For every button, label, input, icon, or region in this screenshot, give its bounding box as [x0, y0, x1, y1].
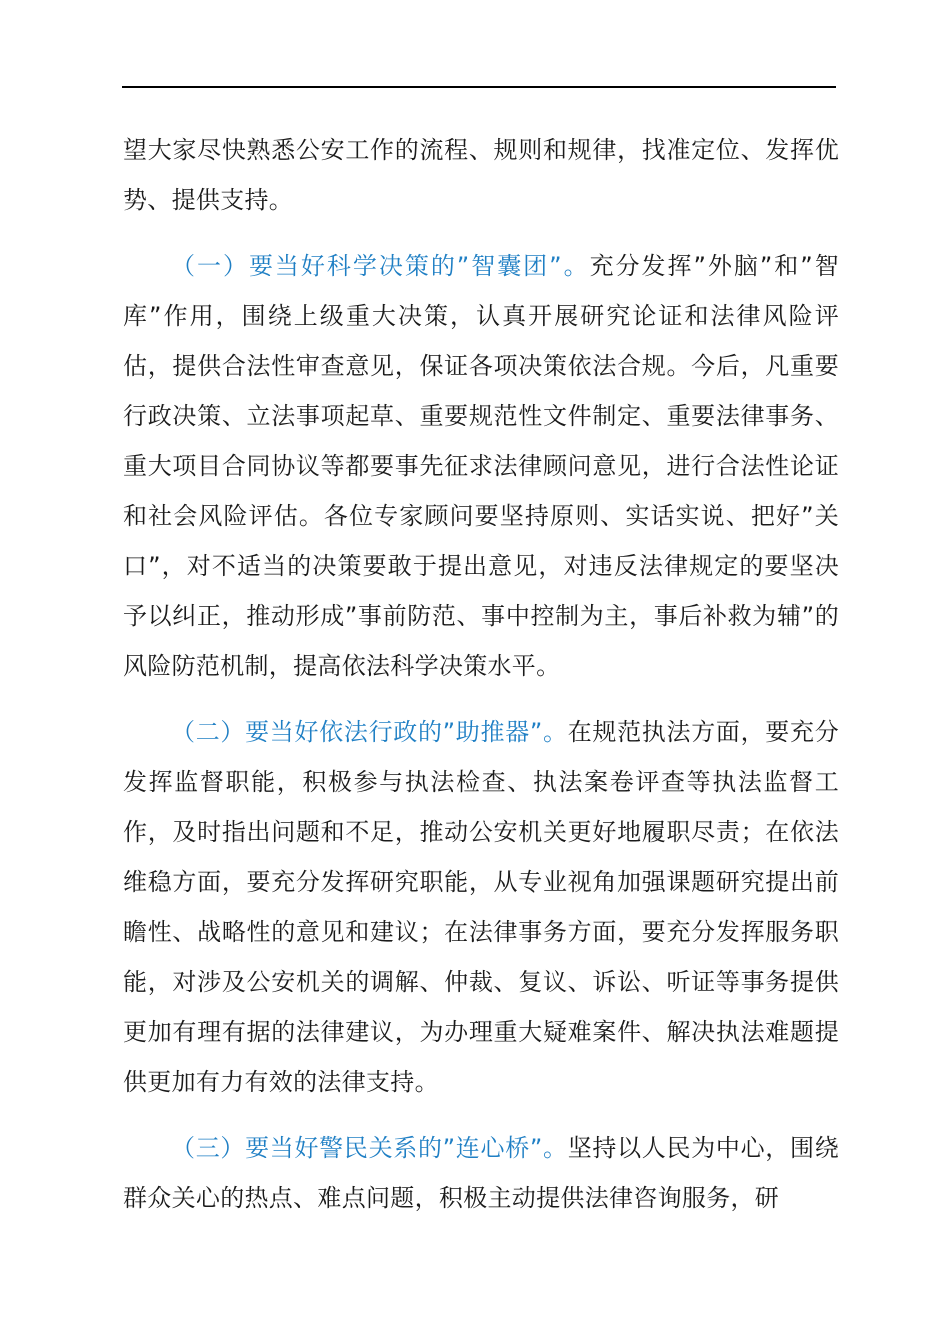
paragraph-continued: [123, 125, 839, 225]
paragraph-text: 坚持以人民为中心，围绕群众关心的热点、难点问题，积极主动提供法律咨询服务，研: [123, 1134, 839, 1212]
section-heading-3: （三）要当好警民关系的”连心桥”。: [171, 1134, 568, 1162]
paragraph-text: 望大家尽快熟悉公安工作的流程、规则和规律，找准定位、发挥优势、提供支持。: [123, 136, 839, 214]
paragraph-text: 充分发挥”外脑”和”智库”作用，围绕上级重大决策，认真开展研究论证和法律风险评估，提供合法性审查意见，保证各项决策依法合规。今后，凡重要行政决策、立法事项起草、重要规范性文件制定、重要法律事务、重大项目合同协议等都要事先征求法律顾问意见，进行合法性论证和社会风险评估。各位专家顾问要坚持原则、实话实说、把好”关口”，对不适当的决策要敢于提出意见，对违反法律规定的要坚决予以纠正，推动形成”事前防范、事中控制为主，事后补救为辅”的风险防范机制，提高依法科学决策水平。: [123, 252, 840, 680]
section-heading-2: （二）要当好依法行政的”助推器”。: [171, 718, 568, 746]
paragraph-section-2: [123, 707, 839, 1107]
paragraph-text: 在规范执法方面，要充分发挥监督职能，积极参与执法检查、执法案卷评查等执法监督工作，及时指出问题和不足，推动公安机关更好地履职尽责；在依法维稳方面，要充分发挥研究职能，从专业视角加强课题研究提出前瞻性、战略性的意见和建议；在法律事务方面，要充分发挥服务职能，对涉及公安机关的调解、仲裁、复议、诉讼、听证等事务提供更加有理有据的法律建议，为办理重大疑难案件、解决执法难题提供更加有力有效的法律支持。: [123, 718, 839, 1096]
header-rule: [122, 86, 836, 88]
paragraph-section-1: [123, 241, 839, 691]
section-heading-1: （一）要当好科学决策的”智囊团”。: [171, 252, 590, 280]
paragraph-section-3: [123, 1123, 839, 1223]
document-body: [123, 125, 839, 1223]
